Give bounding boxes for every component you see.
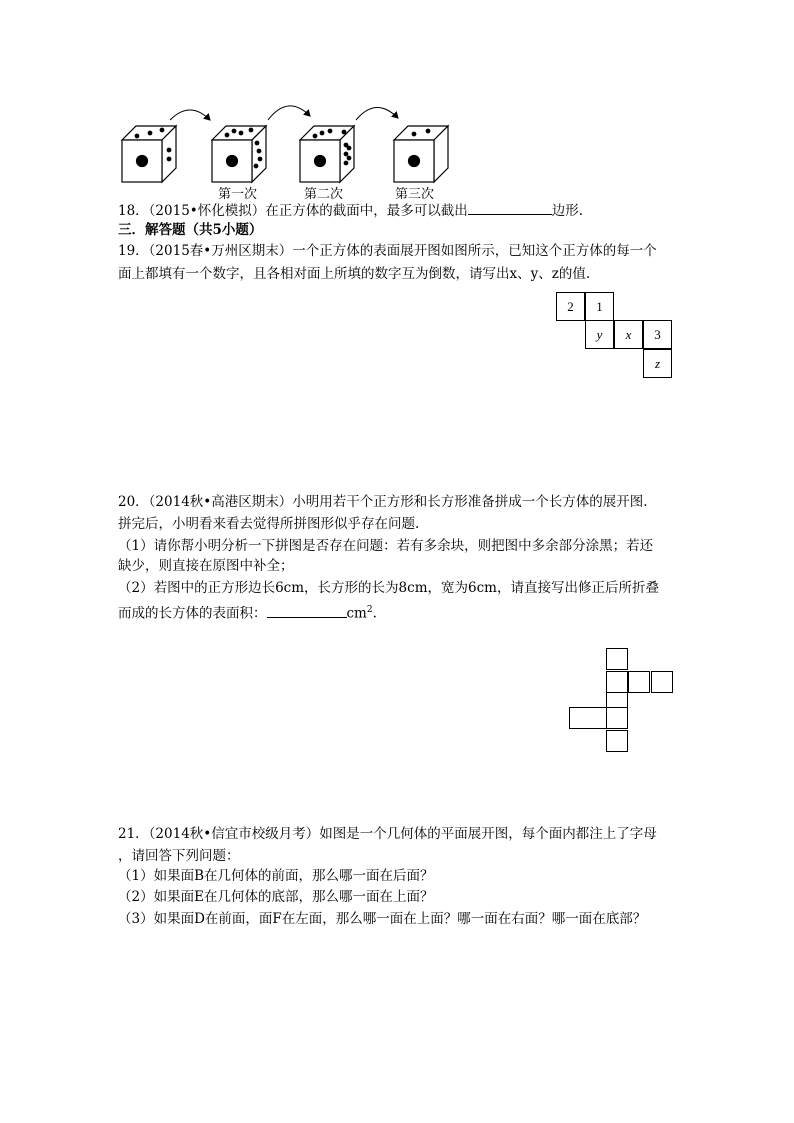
- net-square: [606, 730, 628, 752]
- net-square: [651, 671, 673, 693]
- q20-line-4: 缺少，则直接在原图中补全；: [118, 558, 294, 574]
- roll-arrow-1: [170, 110, 210, 120]
- dice-label-3: 第三次: [395, 187, 435, 202]
- q18-text-end: 边形.: [551, 203, 584, 219]
- dice-rolling-figure: [110, 98, 450, 188]
- net-square: [628, 671, 650, 693]
- q20-line-3: （1）请你帮小明分析一下拼图是否存在问题：若有多余块，则把图中多余部分涂黑；若还: [118, 538, 654, 554]
- q18-text: 18．（2015•怀化模拟）在正方体的截面中，最多可以截出: [118, 203, 468, 219]
- q18-answer-blank: [468, 202, 552, 215]
- q19-line-2: 面上都填有一个数字，且各相对面上所填的数字互为倒数，请写出x、y、z的值.: [118, 266, 591, 282]
- q21-line-3: （1）如果面B在几何体的前面，那么哪一面在后面？: [118, 868, 434, 884]
- die-4: [394, 126, 448, 182]
- net-cell-x: x: [614, 320, 643, 349]
- net-rectangle: [606, 692, 628, 708]
- q20-line-6: [118, 602, 377, 622]
- q20-line-1: 20．（2014秋•高港区期末）小明用若干个正方形和长方形准备拼成一个长方体的展开图.: [118, 494, 648, 510]
- roll-arrow-3: [356, 107, 398, 120]
- q20-answer-blank: [267, 605, 347, 618]
- net-square: [606, 648, 628, 670]
- q19-line-1: 19．（2015春•万州区期末）一个正方体的表面展开图如图所示，已知这个正方体的每一个: [118, 243, 657, 259]
- net-cell-y: y: [585, 320, 614, 349]
- q20-line-5: （2）若图中的正方形边长6cm，长方形的长为8cm，宽为6cm，请直接写出修正后所折叠: [118, 580, 659, 596]
- net-square: [606, 671, 628, 693]
- net-cell-3: 3: [643, 320, 672, 349]
- die-2: [212, 126, 266, 182]
- q21-line-5: （3）如果面D在前面，面F在左面，那么哪一面在上面？哪一面在右面？哪一面在底部？: [118, 911, 647, 927]
- net-cell-1: 1: [585, 292, 614, 321]
- q21-line-1: 21．（2014秋•信宜市校级月考）如图是一个几何体的平面展开图，每个面内都注上了字母: [118, 826, 657, 842]
- q20-unit-exponent: 2: [366, 605, 373, 615]
- q20-line-6-text: 而成的长方体的表面积：: [118, 605, 267, 622]
- roll-arrow-2: [268, 106, 310, 120]
- net-square: [606, 707, 628, 729]
- net-cell-z: z: [643, 349, 672, 378]
- q21-line-2: ，请回答下列问题：: [118, 848, 240, 864]
- dice-label-2: 第二次: [304, 187, 344, 202]
- question-18: [118, 202, 583, 219]
- dice-label-1: 第一次: [218, 187, 258, 202]
- die-3: [300, 126, 354, 182]
- net-cell-2: 2: [556, 292, 585, 321]
- die-1: [122, 126, 176, 182]
- q20-period: .: [372, 605, 377, 622]
- q20-unit: cm: [346, 605, 367, 622]
- section-heading: 三．解答题（共5小题）: [118, 222, 263, 238]
- net-rectangle: [569, 707, 607, 729]
- q20-line-2: 拼完后，小明看来看去觉得所拼图形似乎存在问题.: [118, 516, 420, 532]
- q21-line-4: （2）如果面E在几何体的底部，那么哪一面在上面？: [118, 889, 434, 905]
